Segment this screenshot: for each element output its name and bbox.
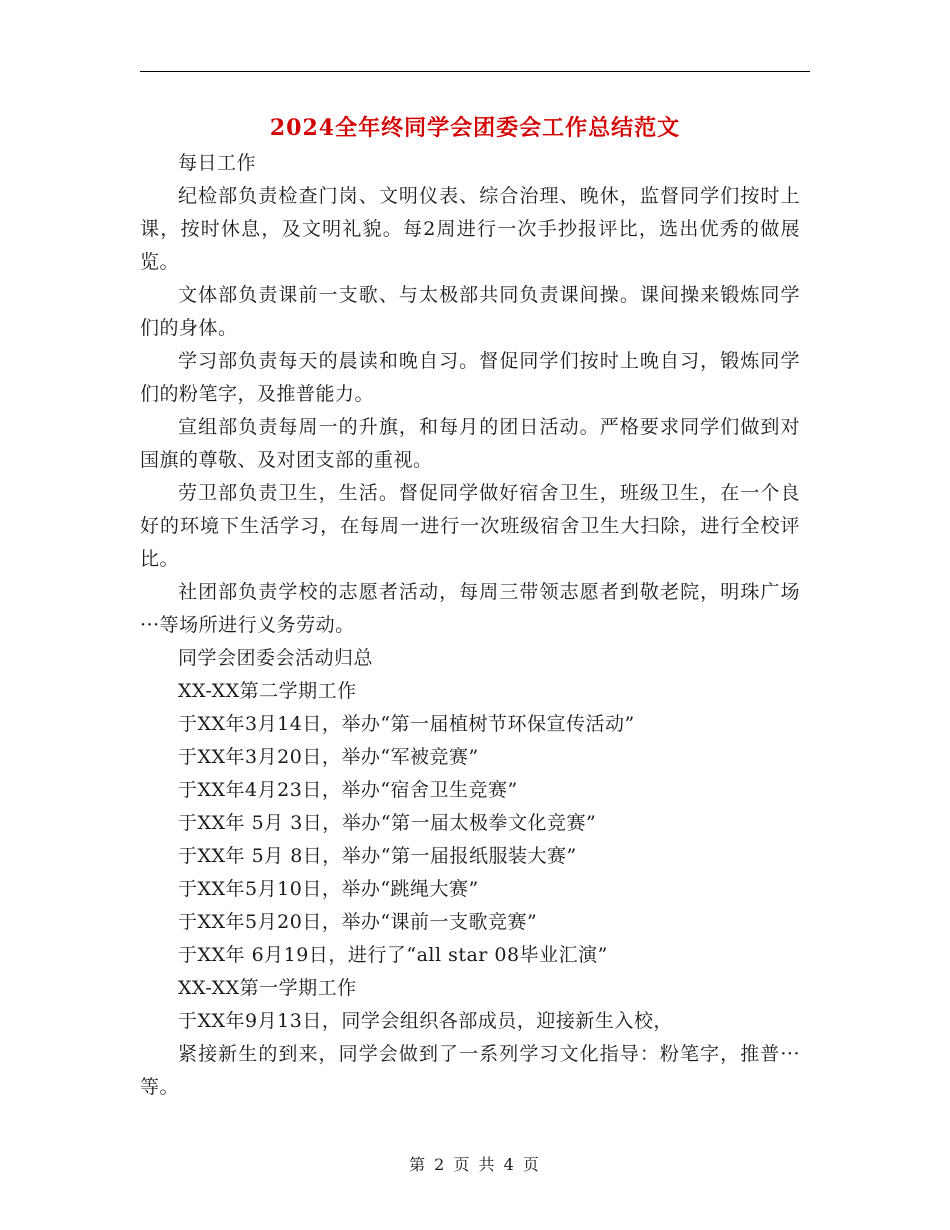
paragraph: 紧接新生的到来，同学会做到了一系列学习文化指导：粉笔字，推普···等。 [140,1043,800,1098]
paragraph: 于XX年3月14日，举办“第一届植树节环保宣传活动” [178,713,635,735]
paragraph: 于XX年 5月 8日，举办“第一届报纸服装大赛” [178,845,577,867]
paragraph: 于XX年 6月19日，进行了“all star 08毕业汇演” [178,944,608,966]
page-number: 第 2 页 共 4 页 [409,1155,541,1174]
paragraph: 文体部负责课前一支歌、与太极部共同负责课间操。课间操来锻炼同学们的身体。 [140,284,800,339]
paragraph: 每日工作 [178,152,257,174]
document-title: 2024全年终同学会团委会工作总结范文 [269,115,681,141]
paragraph: 于XX年5月10日，举办“跳绳大赛” [178,878,479,900]
document-body [140,147,800,1104]
paragraph: XX-XX第二学期工作 [178,680,357,702]
paragraph: 于XX年5月20日，举办“课前一支歌竞赛” [178,911,538,933]
header-rule [140,71,810,72]
paragraph: 于XX年9月13日，同学会组织各部成员，迎接新生入校， [178,1010,673,1032]
paragraph: 学习部负责每天的晨读和晚自习。督促同学们按时上晚自习，锻炼同学们的粉笔字，及推普能力。 [140,350,800,405]
paragraph: 于XX年4月23日，举办“宿舍卫生竞赛” [178,779,518,801]
paragraph: XX-XX第一学期工作 [178,977,357,999]
paragraph: 同学会团委会活动归总 [178,647,374,669]
paragraph: 劳卫部负责卫生，生活。督促同学做好宿舍卫生，班级卫生，在一个良好的环境下生活学习，在每周一进行一次班级宿舍卫生大扫除，进行全校评比。 [140,482,800,570]
paragraph: 纪检部负责检查门岗、文明仪表、综合治理、晚休，监督同学们按时上课，按时休息，及文明礼貌。每2周进行一次手抄报评比，选出优秀的做展览。 [140,185,800,273]
paragraph: 于XX年 5月 3日，举办“第一届太极拳文化竞赛” [178,812,597,834]
paragraph: 于XX年3月20日，举办“军被竞赛” [178,746,479,768]
paragraph: 宣组部负责每周一的升旗，和每月的团日活动。严格要求同学们做到对国旗的尊敬、及对团支部的重视。 [140,416,800,471]
paragraph: 社团部负责学校的志愿者活动，每周三带领志愿者到敬老院，明珠广场···等场所进行义务劳动。 [140,581,800,636]
